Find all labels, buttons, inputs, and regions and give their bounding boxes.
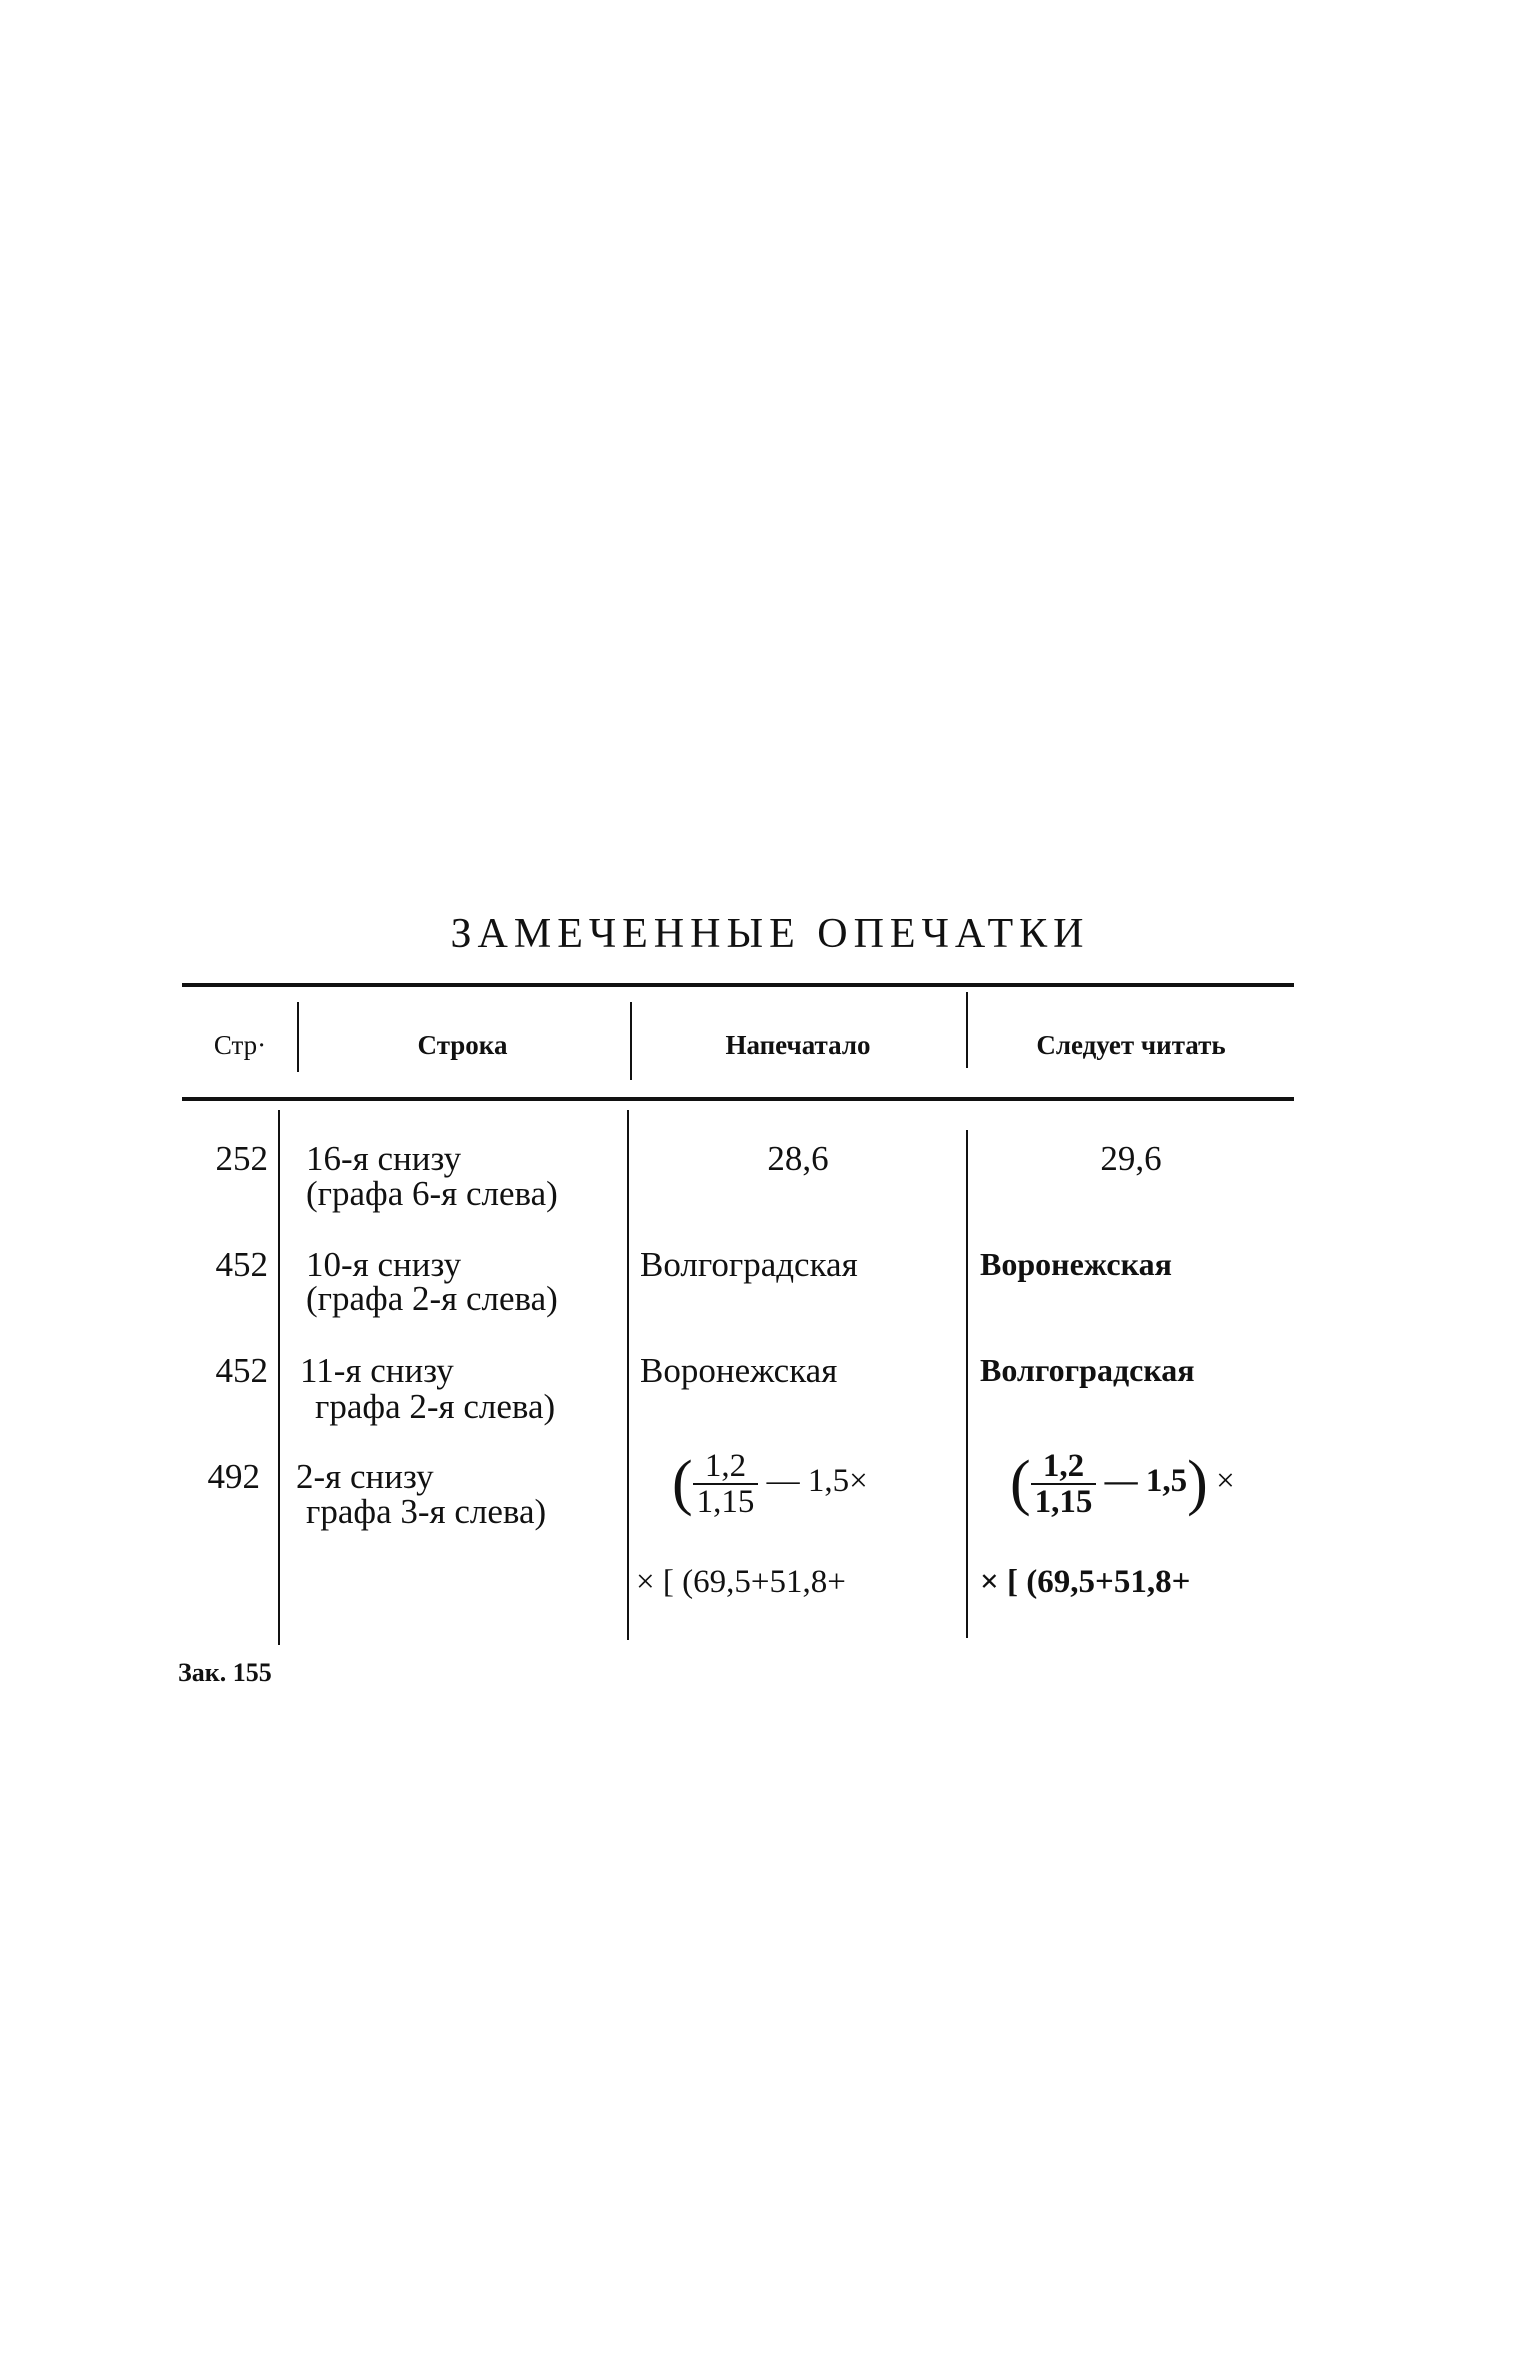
row-line-1: 11-я снизу	[300, 1351, 454, 1390]
row-page: 452	[215, 1351, 268, 1390]
row-line-1: 16-я снизу	[306, 1139, 462, 1178]
row-page: 252	[215, 1139, 268, 1178]
row-page: 492	[207, 1457, 260, 1496]
header-read: Следует читать	[1036, 1030, 1226, 1060]
table-top-rule	[182, 983, 1294, 987]
row-read-line2: × [ (69,5+51,8+	[980, 1564, 1191, 1600]
row-line-2: графа 3-я слева)	[306, 1492, 547, 1531]
fraction-numerator: 1,2	[1031, 1449, 1097, 1485]
row-read: Воронежская	[980, 1246, 1172, 1282]
formula-rest: — 1,5×	[766, 1463, 868, 1500]
fraction-denominator: 1,15	[696, 1483, 755, 1520]
fraction	[1031, 1449, 1097, 1519]
order-number: Зак. 155	[178, 1658, 272, 1687]
row-printed-formula: ( $\frac{1,2}{1,15}$ — 1,5×	[672, 1447, 868, 1520]
header-col-divider-1	[297, 1002, 299, 1072]
body-col-divider-2	[627, 1110, 629, 1640]
row-line-2: (графа 6-я слева)	[306, 1174, 558, 1213]
header-printed: Напечатало	[725, 1030, 871, 1060]
fraction-numerator: 1,2	[693, 1449, 759, 1485]
fraction	[693, 1449, 759, 1519]
row-line-2: графа 2-я слева)	[315, 1387, 556, 1426]
row-printed: Волгоградская	[640, 1245, 858, 1284]
header-bottom-rule	[182, 1097, 1294, 1101]
row-line-1: 10-я снизу	[306, 1245, 462, 1284]
row-read: 29,6	[1100, 1139, 1162, 1178]
row-printed: 28,6	[767, 1139, 829, 1178]
times-sign: ×	[1216, 1463, 1235, 1500]
fraction-denominator: 1,15	[1034, 1483, 1093, 1520]
formula-rest: — 1,5	[1104, 1463, 1188, 1500]
page-title: ЗАМЕЧЕННЫЕ ОПЕЧАТКИ	[450, 911, 1090, 957]
body-col-divider-3	[966, 1130, 968, 1638]
header-line: Строка	[417, 1030, 508, 1060]
row-printed-line2: × [ (69,5+51,8+	[636, 1564, 846, 1600]
row-page: 452	[215, 1245, 268, 1284]
body-col-divider-1	[278, 1110, 280, 1645]
header-page: Стр·	[213, 1030, 267, 1060]
row-printed: Воронежская	[640, 1351, 838, 1390]
row-line-2: (графа 2-я слева)	[306, 1279, 558, 1318]
row-read: Волгоградская	[980, 1352, 1195, 1388]
row-read-formula: ( $\frac{1,2}{1,15}$ — 1,5) ×	[1010, 1447, 1235, 1520]
row-line-1: 2-я снизу	[296, 1457, 434, 1496]
